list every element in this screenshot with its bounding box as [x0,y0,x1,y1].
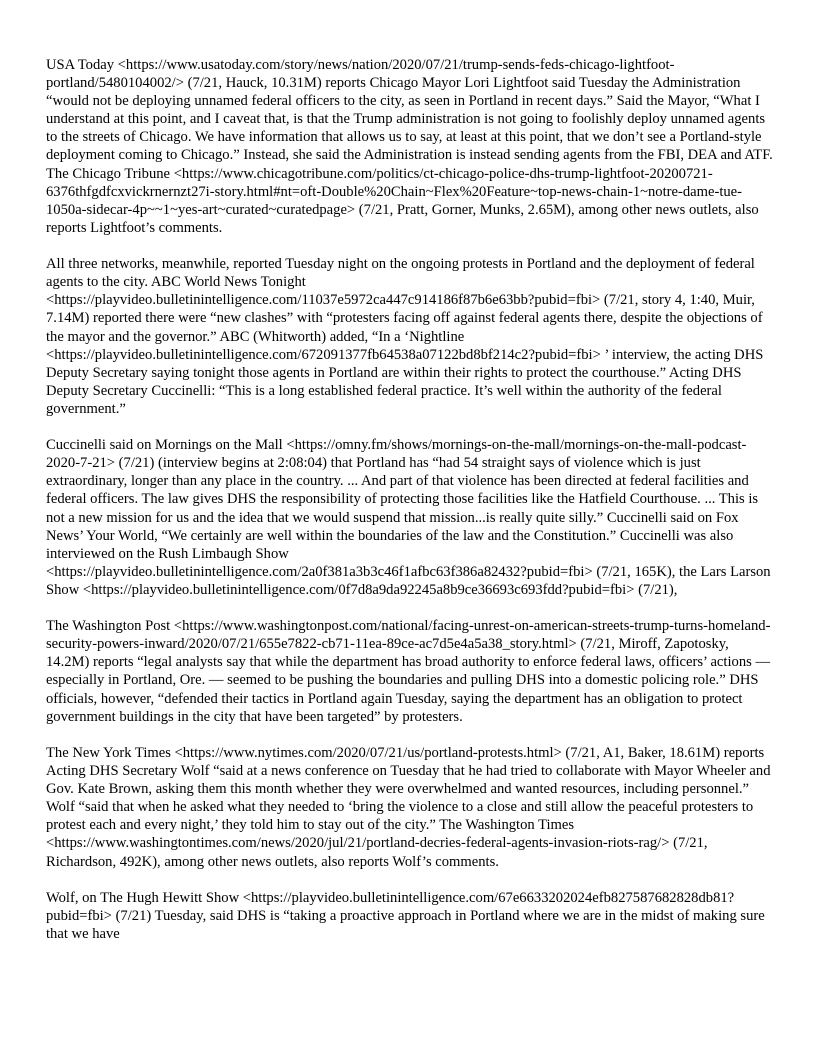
paragraph-networks-portland: All three networks, meanwhile, reported Tuesday night on the ongoing protests in Portland and the deployment of federal agents to the city. ABC World News Tonight <https://playvideo.bulletinintelligence.com/11037e5972ca447c914186f87b6e63bb?pubid=fbi> (7/21, story 4, 1:40, Muir, 7.14M) reported there were “new clashes” with “protesters facing off against federal agents there, despite the objections of the mayor and the governor.” ABC (Whitworth) added, “In a ‘Nightline <https://playvideo.bulletinintelligence.com/672091377fb64538a07122bd8bf214c2?pubid=fbi> ’ interview, the acting DHS Deputy Secretary saying tonight those agents in Portland are within their rights to protect the courthouse.” Acting DHS Deputy Secretary Cuccinelli: “This is a long established federal practice. It’s well within the authority of the federal government.” [46,256,764,417]
paragraph-new-york-times: The New York Times <https://www.nytimes.com/2020/07/21/us/portland-protests.html> (7/21, A1, Baker, 18.61M) reports Acting DHS Secretary Wolf “said at a news conference on Tuesday that he had tried to collaborate with Mayor Wheeler and Gov. Kate Brown, asking them this month whether they were overwhelmed and wanted resources, including personnel.” Wolf “said that when he asked what they needed to ‘bring the violence to a close and still allow the peaceful protesters to protest each and every night,’ they told him to stay out of the city.” The Washington Times <https://www.washingtontimes.com/news/2020/jul/21/portland-decries-federal-agents-invasion-riots-rag/> (7/21, Richardson, 492K), among other news outlets, also reports Wolf’s comments. [46,744,771,870]
paragraph-cuccinelli-interviews: Cuccinelli said on Mornings on the Mall <https://omny.fm/shows/mornings-on-the-mall/mornings-on-the-mall-podcast-2020-7-21> (7/21) (interview begins at 2:08:04) that Portland has “had 54 straight says of violence which is just extraordinary, longer than any place in the country. ... And part of that violence has been directed at federal facilities and federal officers. The law gives DHS the responsibility of protecting those facilities like the Hatfield Courthouse. ... This is not a new mission for us and the idea that we would suspend that mission...is really quite silly.” Cuccinelli said on Fox News’ Your World, “We certainly are well within the boundaries of the law and the Constitution.” Cuccinelli was also interviewed on the Rush Limbaugh Show <https://playvideo.bulletinintelligence.com/2a0f381a3b3c46f1afbc63f386a82432?pubid=fbi> (7/21, 165K), the Lars Larson Show <https://playvideo.bulletinintelligence.com/0f7d8a9da92245a8b9ce36693c693fdd?pubid=fbi> (7/21), [46,437,771,598]
paragraph-washington-post: The Washington Post <https://www.washingtonpost.com/national/facing-unrest-on-american-streets-trump-turns-homeland-security-powers-inward/2020/07/21/655e7822-cb71-11ea-89ce-ac7d5e4a5a38_story.html> (7/21, Miroff, Zapotosky, 14.2M) reports “legal analysts say that while the department has broad authority to enforce federal laws, officers’ actions — especially in Portland, Ore. — seemed to be pushing the boundaries and pulling DHS into a domestic policing role.” DHS officials, however, “defended their tactics in Portland again Tuesday, saying the department has an obligation to protect government buildings in the city that have been targeted” by protesters. [46,618,771,725]
paragraph-hugh-hewitt: Wolf, on The Hugh Hewitt Show <https://playvideo.bulletinintelligence.com/67e6633202024efb827587682828db81?pubid=fbi> (7/21) Tuesday, said DHS is “taking a proactive approach in Portland where we are in the midst of making sure that we have [46,889,765,942]
paragraph-usa-today-lightfoot: USA Today <https://www.usatoday.com/story/news/nation/2020/07/21/trump-sends-feds-chicago-lightfoot-portland/5480104002/> (7/21, Hauck, 10.31M) reports Chicago Mayor Lori Lightfoot said Tuesday the Administration “would not be deploying unnamed federal officers to the city, as seen in Portland in recent days.” Said the Mayor, “What I understand at this point, and I caveat that, is that the Trump administration is not going to foolishly deploy unnamed agents to the streets of Chicago. We have information that allows us to say, at least at this point, that we don’t see a Portland-style deployment coming to Chicago.” Instead, she said the Administration is instead sending agents from the FBI, DEA and ATF. The Chicago Tribune <https://www.chicagotribune.com/politics/ct-chicago-police-dhs-trump-lightfoot-20200721-6376thfgdfcxvickrnernzt27i-story.html#nt=oft-Double%20Chain~Flex%20Feature~top-news-chain-1~notre-dame-tue-1050a-sidecar-4p~~1~yes-art~curated~curatedpage> (7/21, Pratt, Gorner, Munks, 2.65M), among other news outlets, also reports Lightfoot’s comments. [46,57,773,236]
document-page [46,56,773,961]
